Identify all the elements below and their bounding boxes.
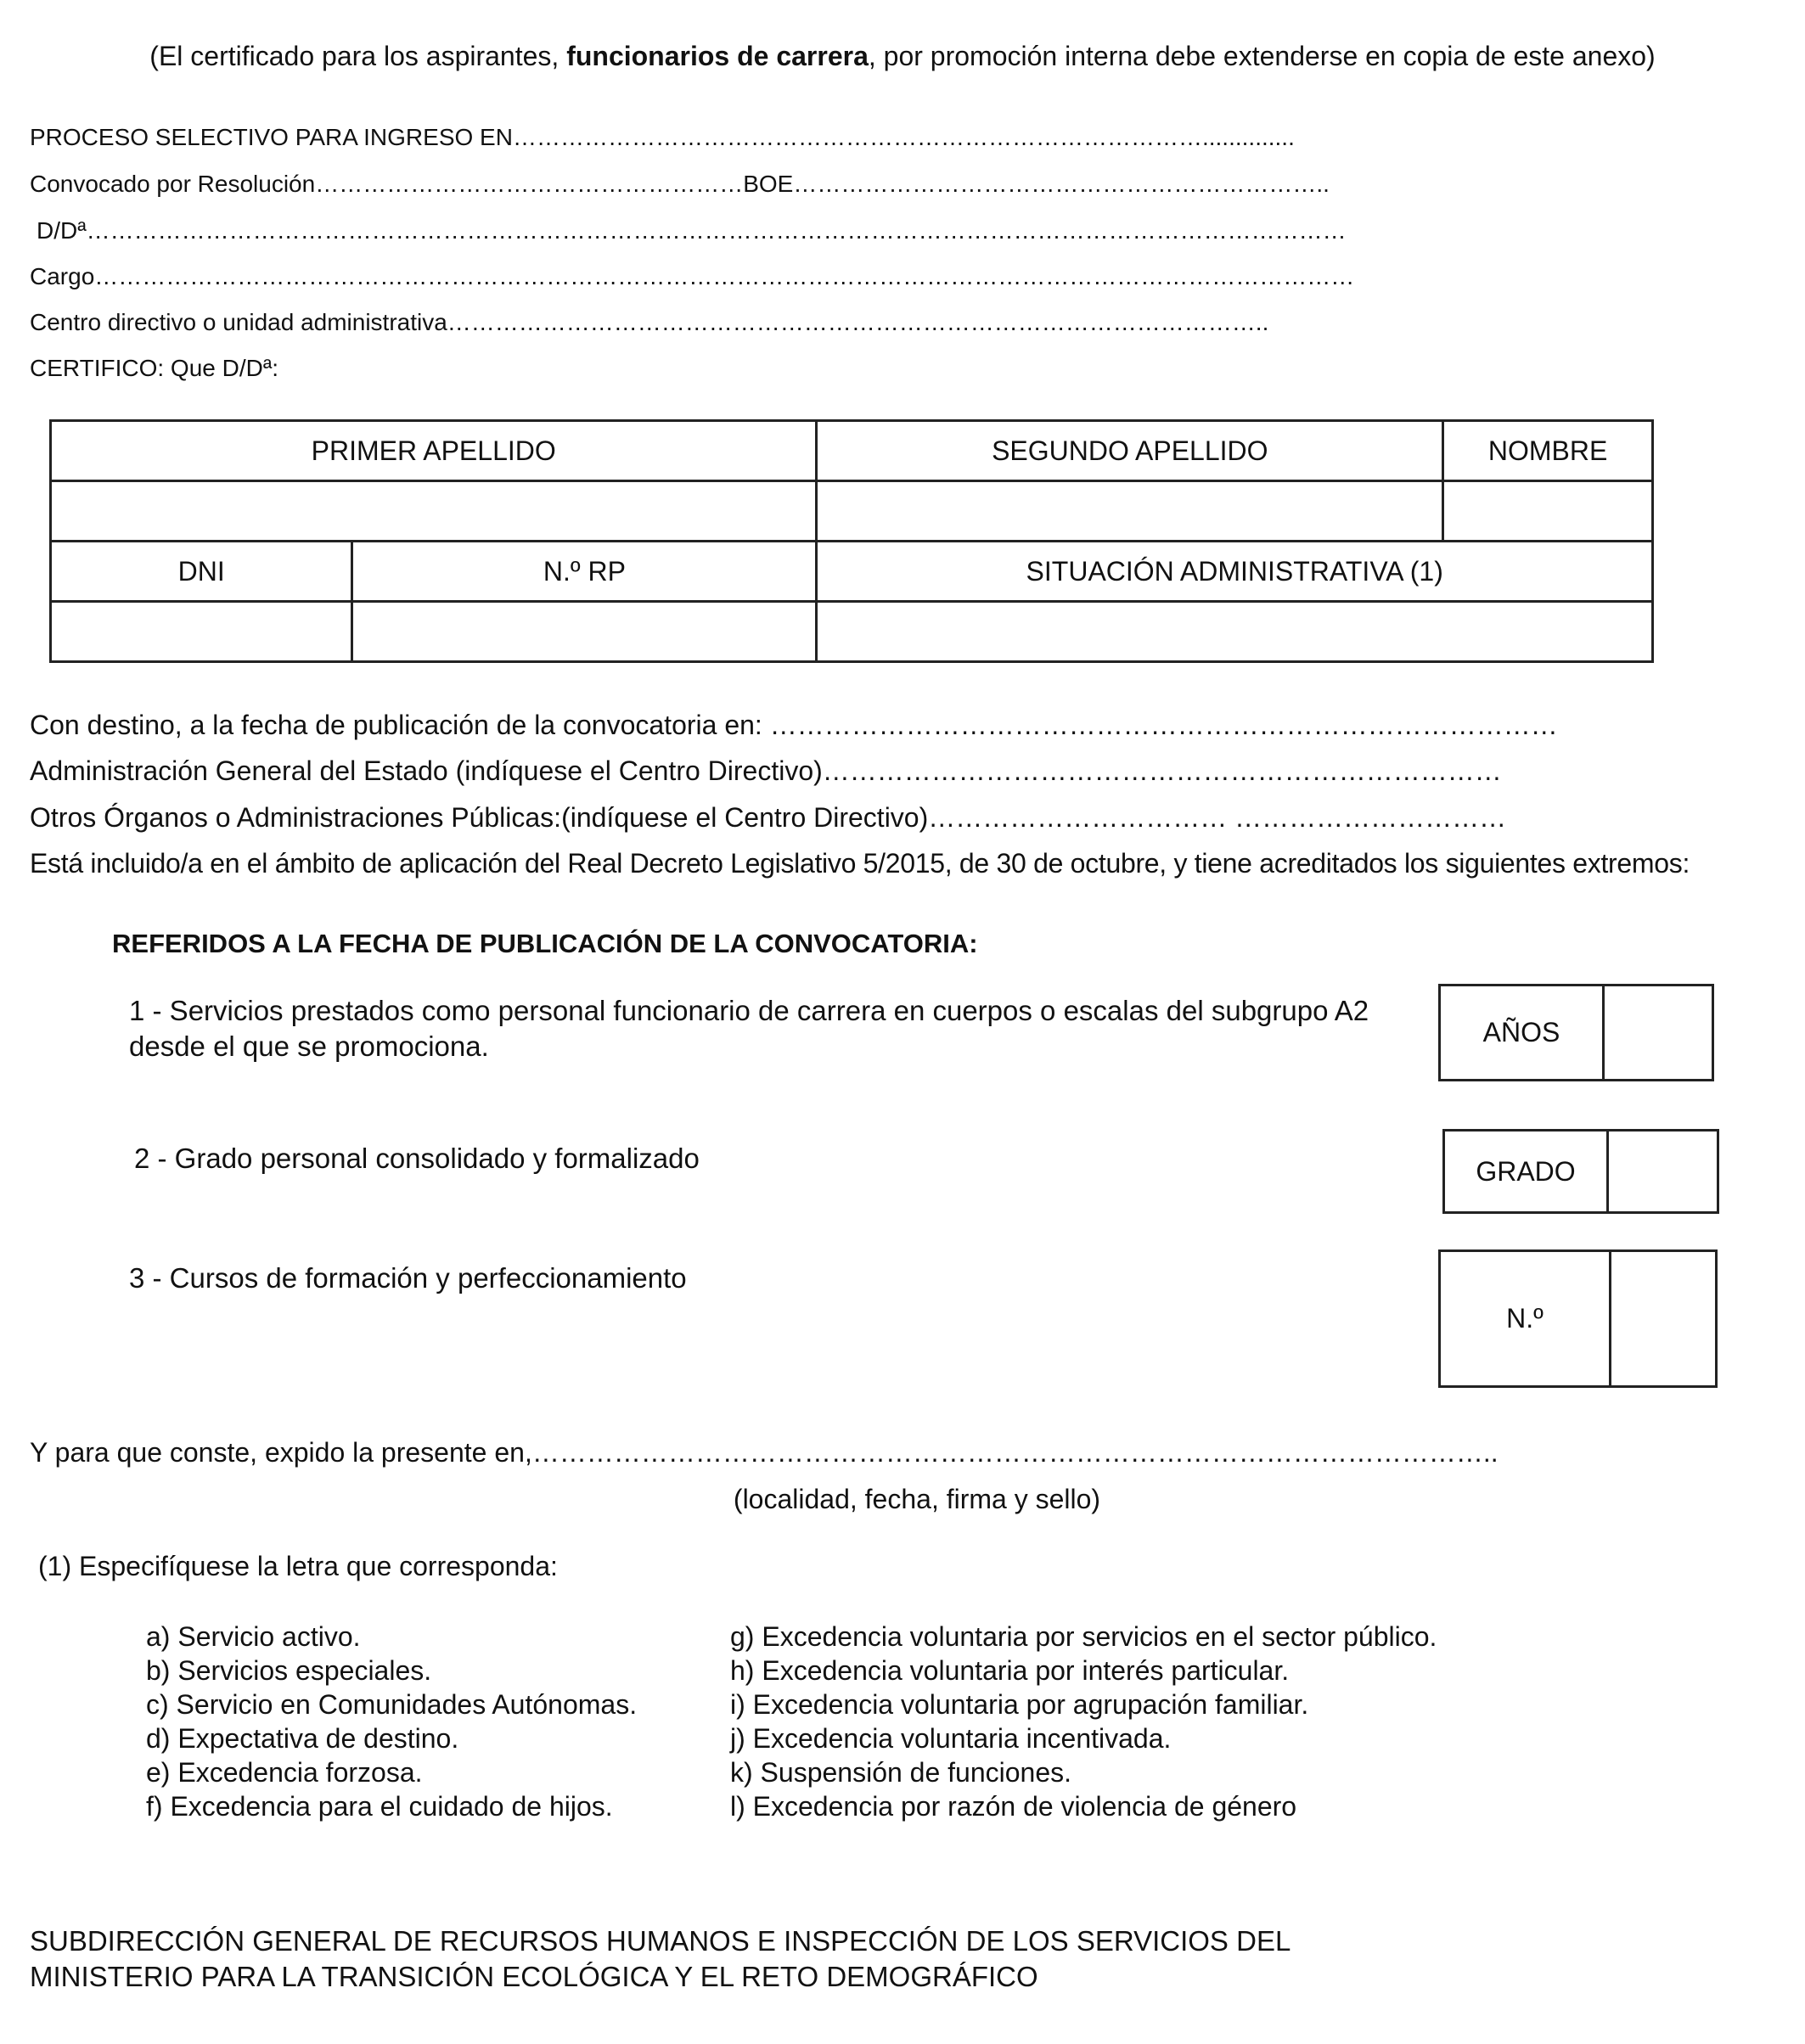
- grado-divider: [1606, 1132, 1609, 1211]
- footer-line-2: MINISTERIO PARA LA TRANSICIÓN ECOLÓGICA Y EL RETO DEMOGRÁFICO: [30, 1961, 1038, 1992]
- dd-field: D/Dª……………………………………………………………………………………………………………………………………………: [37, 217, 1347, 244]
- list-item: i) Excedencia voluntaria por agrupación familiar.: [730, 1689, 1309, 1720]
- list-item: f) Excedencia para el cuidado de hijos.: [146, 1791, 613, 1822]
- referidos-item-1: 1 - Servicios prestados como personal funcionario de carrera en cuerpos o escalas del subgrupo A2 desde el que se promociona.: [129, 995, 1369, 1062]
- certifico-label: CERTIFICO: Que D/Dª:: [30, 355, 279, 381]
- list-item: b) Servicios especiales.: [146, 1655, 432, 1686]
- age-line: Administración General del Estado (indíquese el Centro Directivo)…………………………………………………………………: [30, 755, 1502, 786]
- nrp-cell: [352, 602, 817, 662]
- footer-block: [30, 1923, 1290, 1995]
- referidos-item-2: 2 - Grado personal consolidado y formalizado: [134, 1143, 700, 1174]
- grado-label: GRADO: [1476, 1155, 1576, 1187]
- footnote-title: (1) Especifíquese la letra que corresponda:: [38, 1551, 558, 1581]
- list-item: d) Expectativa de destino.: [146, 1723, 459, 1754]
- referidos-item-3: 3 - Cursos de formación y perfeccionamiento: [129, 1262, 687, 1294]
- situacion-header: SITUACIÓN ADMINISTRATIVA (1): [817, 542, 1653, 602]
- numero-divider: [1609, 1252, 1611, 1385]
- identity-table: [49, 419, 1654, 663]
- table-row: [51, 602, 1653, 662]
- numero-box: [1438, 1249, 1718, 1388]
- otros-line: Otros Órganos o Administraciones Públicas:(indíquese el Centro Directivo)…………………………… …………………………: [30, 802, 1507, 833]
- primer-apellido-header: PRIMER APELLIDO: [51, 421, 817, 481]
- cargo-field: Cargo……………………………………………………………………………………………………………………………………………: [30, 263, 1355, 289]
- nombre-header: NOMBRE: [1443, 421, 1653, 481]
- intro-before: (El certificado para los aspirantes,: [149, 41, 567, 71]
- grado-box: [1442, 1129, 1719, 1214]
- list-item: h) Excedencia voluntaria por interés particular.: [730, 1655, 1290, 1686]
- anos-label: AÑOS: [1482, 1017, 1560, 1047]
- dni-header: DNI: [51, 542, 352, 602]
- footnote-right-list: [730, 1620, 1437, 1823]
- anos-box: [1438, 984, 1714, 1081]
- footnote-left-list: [146, 1620, 637, 1823]
- list-item: e) Excedencia forzosa.: [146, 1757, 423, 1788]
- footer-line-1: SUBDIRECCIÓN GENERAL DE RECURSOS HUMANOS E INSPECCIÓN DE LOS SERVICIOS DEL: [30, 1925, 1291, 1957]
- conste-line: Y para que conste, expido la presente en,……………………………………………………………………………………………..: [30, 1437, 1499, 1468]
- nrp-header: N.º RP: [352, 542, 817, 602]
- incluido-line: Está incluido/a en el ámbito de aplicación del Real Decreto Legislativo 5/2015, de 30 de octubre, y tiene acreditados los siguientes extremos:: [30, 848, 1690, 879]
- intro-note: [0, 41, 1805, 72]
- convocado-field: Convocado por Resolución………………………………………………BOE…………………………………………………………..: [30, 171, 1330, 197]
- referidos-heading: REFERIDOS A LA FECHA DE PUBLICACIÓN DE LA CONVOCATORIA:: [112, 929, 978, 958]
- situacion-cell: [817, 602, 1653, 662]
- con-destino-line: Con destino, a la fecha de publicación de la convocatoria en: ……………………………………………………………………………: [30, 710, 1558, 740]
- table-row: [51, 421, 1653, 481]
- list-item: g) Excedencia voluntaria por servicios en el sector público.: [730, 1621, 1437, 1652]
- proceso-field: PROCESO SELECTIVO PARA INGRESO EN……………………………………………………………………………..............: [30, 124, 1295, 150]
- list-item: c) Servicio en Comunidades Autónomas.: [146, 1689, 638, 1720]
- table-row: [51, 542, 1653, 602]
- segundo-apellido-header: SEGUNDO APELLIDO: [817, 421, 1443, 481]
- list-item: j) Excedencia voluntaria incentivada.: [730, 1723, 1172, 1754]
- localidad-caption: (localidad, fecha, firma y sello): [733, 1484, 1101, 1514]
- list-item: l) Excedencia por razón de violencia de género: [730, 1791, 1297, 1822]
- nombre-cell: [1443, 481, 1653, 542]
- primer-apellido-cell: [51, 481, 817, 542]
- intro-bold: funcionarios de carrera: [566, 41, 869, 71]
- numero-label: N.º: [1506, 1303, 1544, 1334]
- anos-divider: [1602, 986, 1605, 1079]
- centro-field: Centro directivo o unidad administrativa…………………………………………………………………………………………..: [30, 309, 1269, 335]
- table-row: [51, 481, 1653, 542]
- list-item: k) Suspensión de funciones.: [730, 1757, 1072, 1788]
- segundo-apellido-cell: [817, 481, 1443, 542]
- dni-cell: [51, 602, 352, 662]
- intro-after: , por promoción interna debe extenderse en copia de este anexo): [868, 41, 1656, 71]
- list-item: a) Servicio activo.: [146, 1621, 361, 1652]
